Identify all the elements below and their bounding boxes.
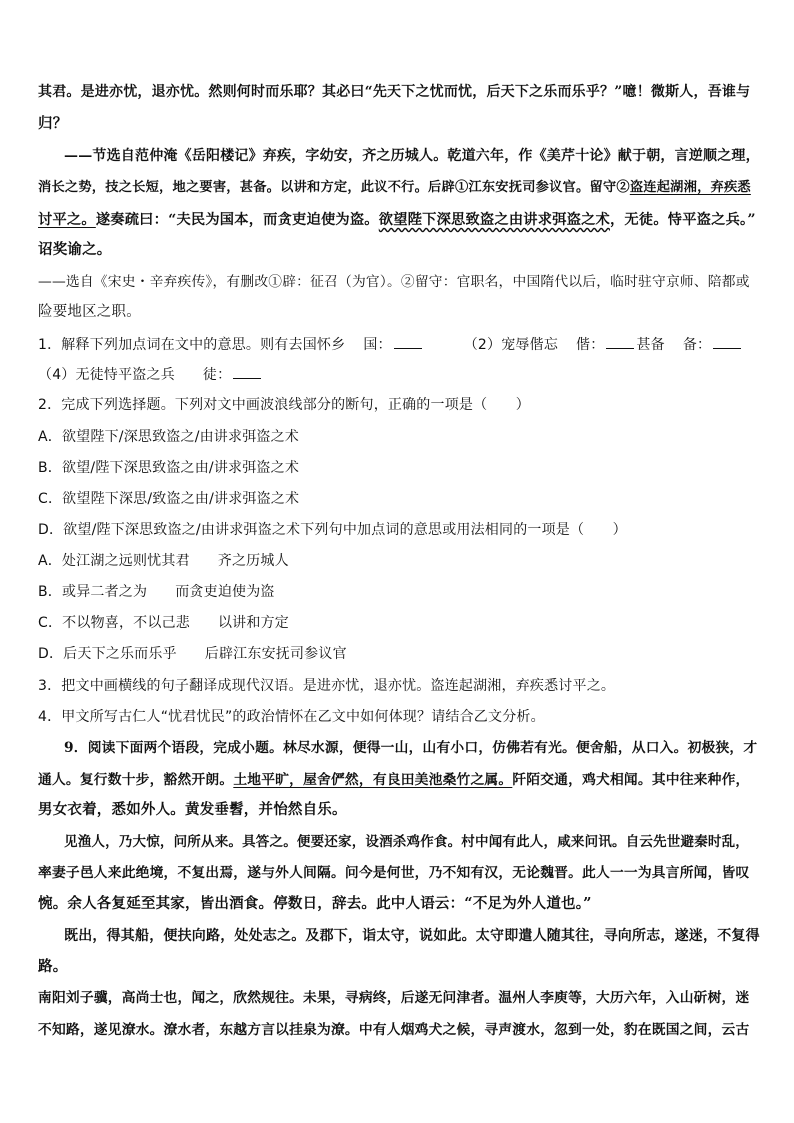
passage-line: 消长之势，技之长短，地之要害，甚备。以讲和方定，此议不行。后辟①江东安抚司参议官。留守②盗连起湖湘，弃疾悉 [38, 180, 751, 195]
option-a: A．处江湖之远则忧其君 齐之历城人 [38, 553, 289, 569]
option-b: B．欲望/陛下深思致盗之由/讲求弭盗之术 [38, 460, 300, 476]
option-d: D．后天下之乐而乐乎 后辟江东安抚司参议官 [38, 646, 347, 662]
passage-line: 率妻子邑人来此绝境，不复出焉，遂与外人间隔。问今是何世，乃不知有汉，无论魏晋。此人一一为具言所闻，皆叹 [38, 865, 750, 881]
underlined-sentence: 土地平旷，屋舍俨然，有良田美池桑竹之属。 [233, 772, 513, 788]
passage-line: 南阳刘子骥，高尚士也，闻之，欣然规往。未果，寻病终，后遂无问津者。温州人李庾等，大历六年，入山斫树，迷 [38, 990, 750, 1006]
source-attribution: ——节选自范仲淹《岳阳楼记》弃疾，字幼安，齐之历城人。乾道六年，作《美芹十论》献于朝，言逆顺之理， [64, 148, 760, 164]
passage-line: 归？ [38, 115, 68, 132]
underlined-sentence: 讨平之。 [38, 212, 96, 228]
underlined-sentence: 盗连起湖湘，弃疾悉 [629, 180, 751, 195]
passage-line: 惋。余人各复延至其家，皆出酒食。停数日，辞去。此中人语云：“不足为外人道也。” [38, 895, 592, 912]
question-9: 9．阅读下面两个语段，完成小题。林尽水源，便得一山，山有小口，仿佛若有光。便舍船，从口入。初极狭，才 [64, 740, 758, 756]
passage-line: 见渔人，乃大惊，问所从来。具答之。便要还家，设酒杀鸡作食。村中闻有此人，咸来问讯。自云先世避秦时乱， [64, 834, 749, 850]
answer-blank[interactable] [606, 334, 634, 349]
option-d: D．欲望/陛下深思致盗之/由讲求弭盗之术下列句中加点词的意思或用法相同的一项是（ ） [38, 522, 627, 538]
question-1-part4: （4）无徒恃平盗之兵 徒： [38, 364, 760, 385]
note-line: 险要地区之职。 [38, 304, 141, 320]
passage-line: 讨平之。遂奏疏曰：“夫民为国本，而贪吏迫使为盗。欲望陛下深思致盗之由讲求弭盗之术，无徒。恃平盗之兵。” [38, 212, 756, 228]
answer-blank[interactable] [394, 334, 422, 349]
passage-line: 男女衣着，悉如外人。黄发垂髫，并怡然自乐。 [38, 801, 347, 818]
question-4: 4．甲文所写古仁人“忧君忧民”的政治情怀在乙文中如何体现？请结合乙文分析。 [38, 709, 545, 725]
option-a: A．欲望陛下/深思致盗之/由讲求弭盗之术 [38, 429, 300, 445]
question-1: 1．解释下列加点词在文中的意思。则有去国怀乡 国： （2）宠辱偕忘 偕： 甚备 备： [38, 334, 760, 355]
passage-line: 路。 [38, 958, 68, 975]
wavy-underlined-sentence: 欲望陛下深思致盗之由讲求弭盗之术 [378, 212, 610, 228]
answer-blank[interactable] [233, 364, 261, 379]
passage-line: 其君。是进亦忧，退亦忧。然则何时而乐耶？其必曰“先天下之忧而忧，后天下之乐而乐乎？”噫！微斯人，吾谁与 [38, 84, 751, 100]
passage-line: 既出，得其船，便扶向路，处处志之。及郡下，诣太守，说如此。太守即遣人随其往，寻向所志，遂迷，不复得 [64, 928, 760, 944]
passage-line: 不知路，遂见潦水。潦水者，东越方言以挂泉为潦。中有人烟鸡犬之候，寻声渡水，忽到一处，豹在既国之间，云古 [38, 1022, 750, 1038]
source-attribution: ——选自《宋史・辛弃疾传》，有删改①辟：征召（为官）。②留守：官职名，中国隋代以后，临时驻守京师、陪都或 [38, 274, 750, 290]
answer-blank[interactable] [713, 334, 741, 349]
option-c: C．不以物喜，不以己悲 以讲和方定 [38, 615, 289, 631]
passage-line: 诏奖谕之。 [38, 241, 112, 258]
option-c: C．欲望陛下深思/致盗之由/讲求弭盗之术 [38, 491, 300, 507]
passage-line: 通人。复行数十步，豁然开朗。土地平旷，屋舍俨然，有良田美池桑竹之属。阡陌交通，鸡犬相闻。其中往来种作， [38, 772, 750, 788]
question-2: 2．完成下列选择题。下列对文中画波浪线部分的断句，正确的一项是（ ） [38, 397, 530, 413]
question-3: 3．把文中画横线的句子翻译成现代汉语。是进亦忧，退亦忧。盗连起湖湘，弃疾悉讨平之。 [38, 678, 616, 694]
option-b: B．或异二者之为 而贪吏迫使为盗 [38, 584, 275, 600]
